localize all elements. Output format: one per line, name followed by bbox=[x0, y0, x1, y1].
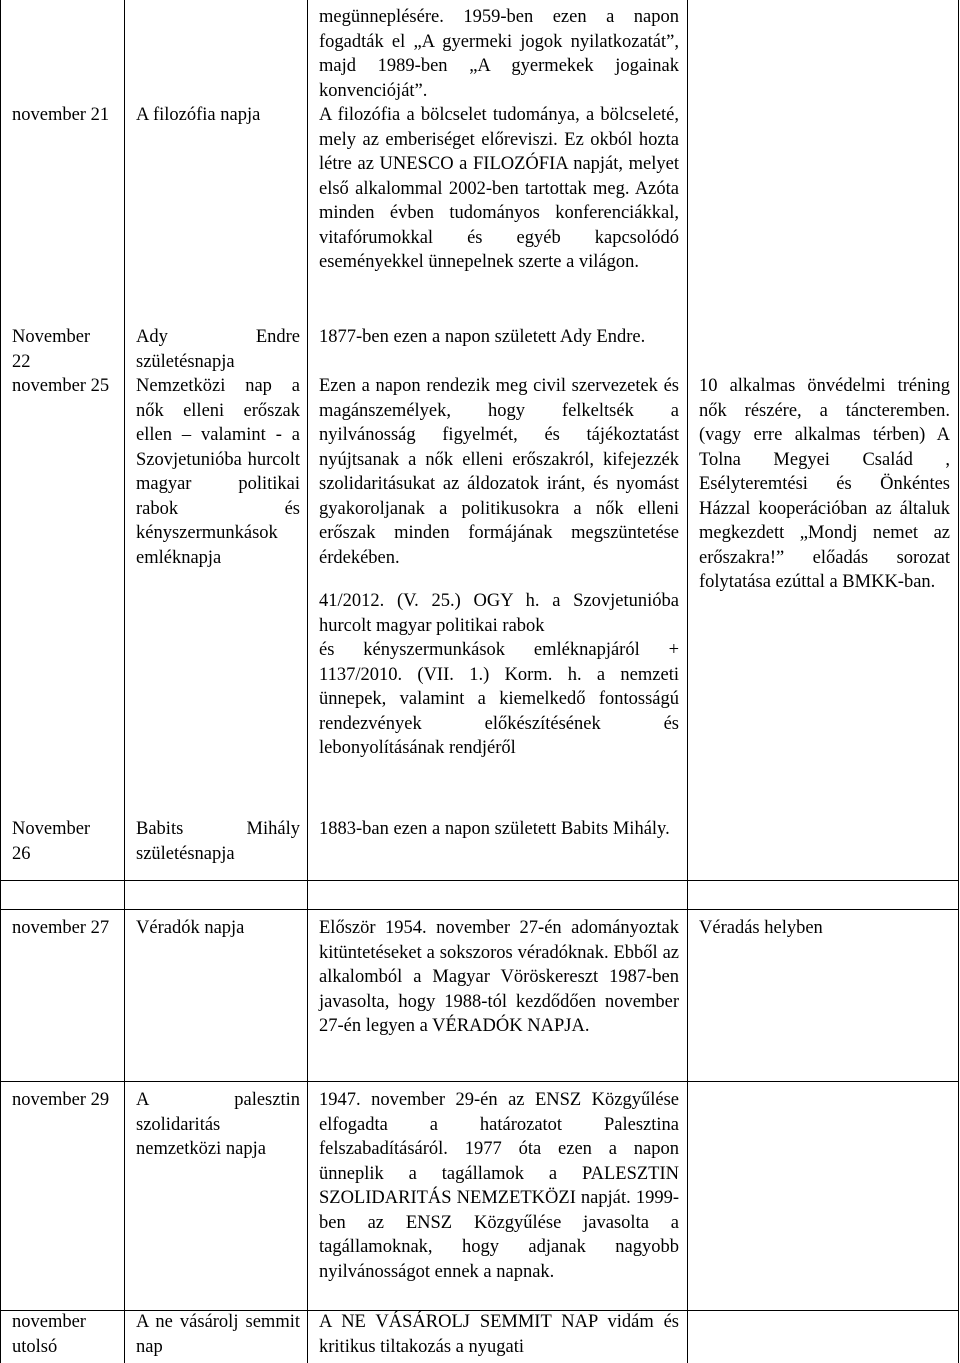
description-cell: 1883-ban ezen a napon született Babits Mihály. bbox=[319, 819, 670, 839]
table-bottom-top-border bbox=[0, 909, 959, 910]
date-cell: November 22 bbox=[12, 327, 91, 372]
activity-cell: Véradás helyben bbox=[699, 918, 823, 938]
description-paragraph: 41/2012. (V. 25.) OGY h. a Szovjetunióba hurcolt magyar politikai rabok bbox=[319, 591, 679, 636]
date-cell: november 27 bbox=[12, 918, 110, 938]
description-cell: 1877-ben ezen a napon született Ady Endre. bbox=[319, 327, 646, 347]
event-name-cell: Véradók napja bbox=[136, 918, 245, 938]
event-name-cell: A palesztin szolidaritás nemzetközi napja bbox=[136, 1090, 300, 1159]
event-name-cell: A filozófia napja bbox=[136, 105, 261, 125]
description-cell: A filozófia a bölcselet tudománya, a bölcseleté, mely az emberiséget előreviszi. Ez okból hozta létre az UNESCO a FILOZÓFIA napját, melyet első alkalommal 2002-ben tartottak meg. Azóta minden évben tudományos konferenciákkal, vitafórumokkal és egyéb kapcsolódó eseményekkel ünnepelnek szerte a világon. bbox=[319, 105, 679, 272]
event-name-cell: Ady Endre születésnapja bbox=[136, 327, 300, 372]
column-divider-3 bbox=[687, 0, 688, 1363]
date-cell: november utolsó bbox=[12, 1312, 86, 1357]
activity-cell: 10 alkalmas önvédelmi tréning nők részére, a táncteremben. (vagy erre alkalmas térben) A Tolna Megyei Család , Esélyteremtési és Önkéntes Házzal kooperációban az általuk megkezdett „Mondj nemet az erőszakra!” előadás sorozat folytatása ezúttal a BMKK-ban. bbox=[699, 376, 950, 592]
description-paragraph: Ezen a napon rendezik meg civil szervezetek és magánszemélyek, hogy felkeltsék a nyilvánosság figyelmét, és tájékoztatást nyújtsanak a nők elleni erőszakról, kifejezzék szolidaritásukat az áldozatok iránt, és nyomást gyakoroljanak a politikusokra a nők elleni erőszak minden formájának megszüntetése érdekében. bbox=[319, 376, 679, 568]
column-divider-1 bbox=[124, 0, 125, 1363]
event-name-cell: A ne vásárolj semmit nap bbox=[136, 1312, 300, 1357]
description-cell: 1947. november 29-én az ENSZ Közgyűlése elfogadta a határozatot Palesztina felszabadításáról. 1977 óta ezen a napon ünneplik a tagállamok a PALESZTIN SZOLIDARITÁS NEMZETKÖZI napját. 1999-ben az ENSZ Közgyűlése javasolta a tagállamoknak, hogy adjanak nagyobb nyilvánosságot ennek a napnak. bbox=[319, 1090, 679, 1282]
table-border-right bbox=[958, 0, 959, 1363]
event-name-cell: Nemzetközi nap a nők elleni erőszak ellen – valamint - a Szovjetunióba hurcolt magyar politikai rabok és kényszermunkások emléknapja bbox=[136, 376, 300, 568]
table-border-left bbox=[0, 0, 1, 1363]
date-cell: november 25 bbox=[12, 376, 110, 396]
column-divider-2 bbox=[307, 0, 308, 1363]
table-top-bottom-border bbox=[0, 880, 959, 881]
date-cell: november 29 bbox=[12, 1090, 110, 1110]
description-cell: A NE VÁSÁROLJ SEMMIT NAP vidám és kritikus tiltakozás a nyugati bbox=[319, 1312, 679, 1357]
description-paragraph: és kényszermunkások emléknapjáról + 1137/2010. (VII. 1.) Korm. h. a nemzeti ünnepek, valamint a kiemelkedő fontosságú rendezvények előkészítésének és lebonyolításának rendjéről bbox=[319, 640, 679, 758]
description-cell bbox=[319, 374, 679, 761]
date-cell: november 21 bbox=[12, 105, 110, 125]
description-cell: megünneplésére. 1959-ben ezen a napon fogadták el „A gyermeki jogok nyilatkozatát”, majd 1989-ben „A gyermekek jogainak konvencióját”. bbox=[319, 7, 679, 101]
event-name-cell: Babits Mihály születésnapja bbox=[136, 819, 300, 864]
row-divider bbox=[0, 1081, 959, 1082]
description-cell: Először 1954. november 27-én adományoztak kitüntetéseket a sokszoros véradóknak. Ebből az alkalomból a Magyar Vöröskereszt 1987-ben javasolta, hogy 1988-tól kezdődően november 27-én legyen a VÉRADÓK NAPJA. bbox=[319, 918, 679, 1036]
date-cell: November 26 bbox=[12, 819, 91, 864]
